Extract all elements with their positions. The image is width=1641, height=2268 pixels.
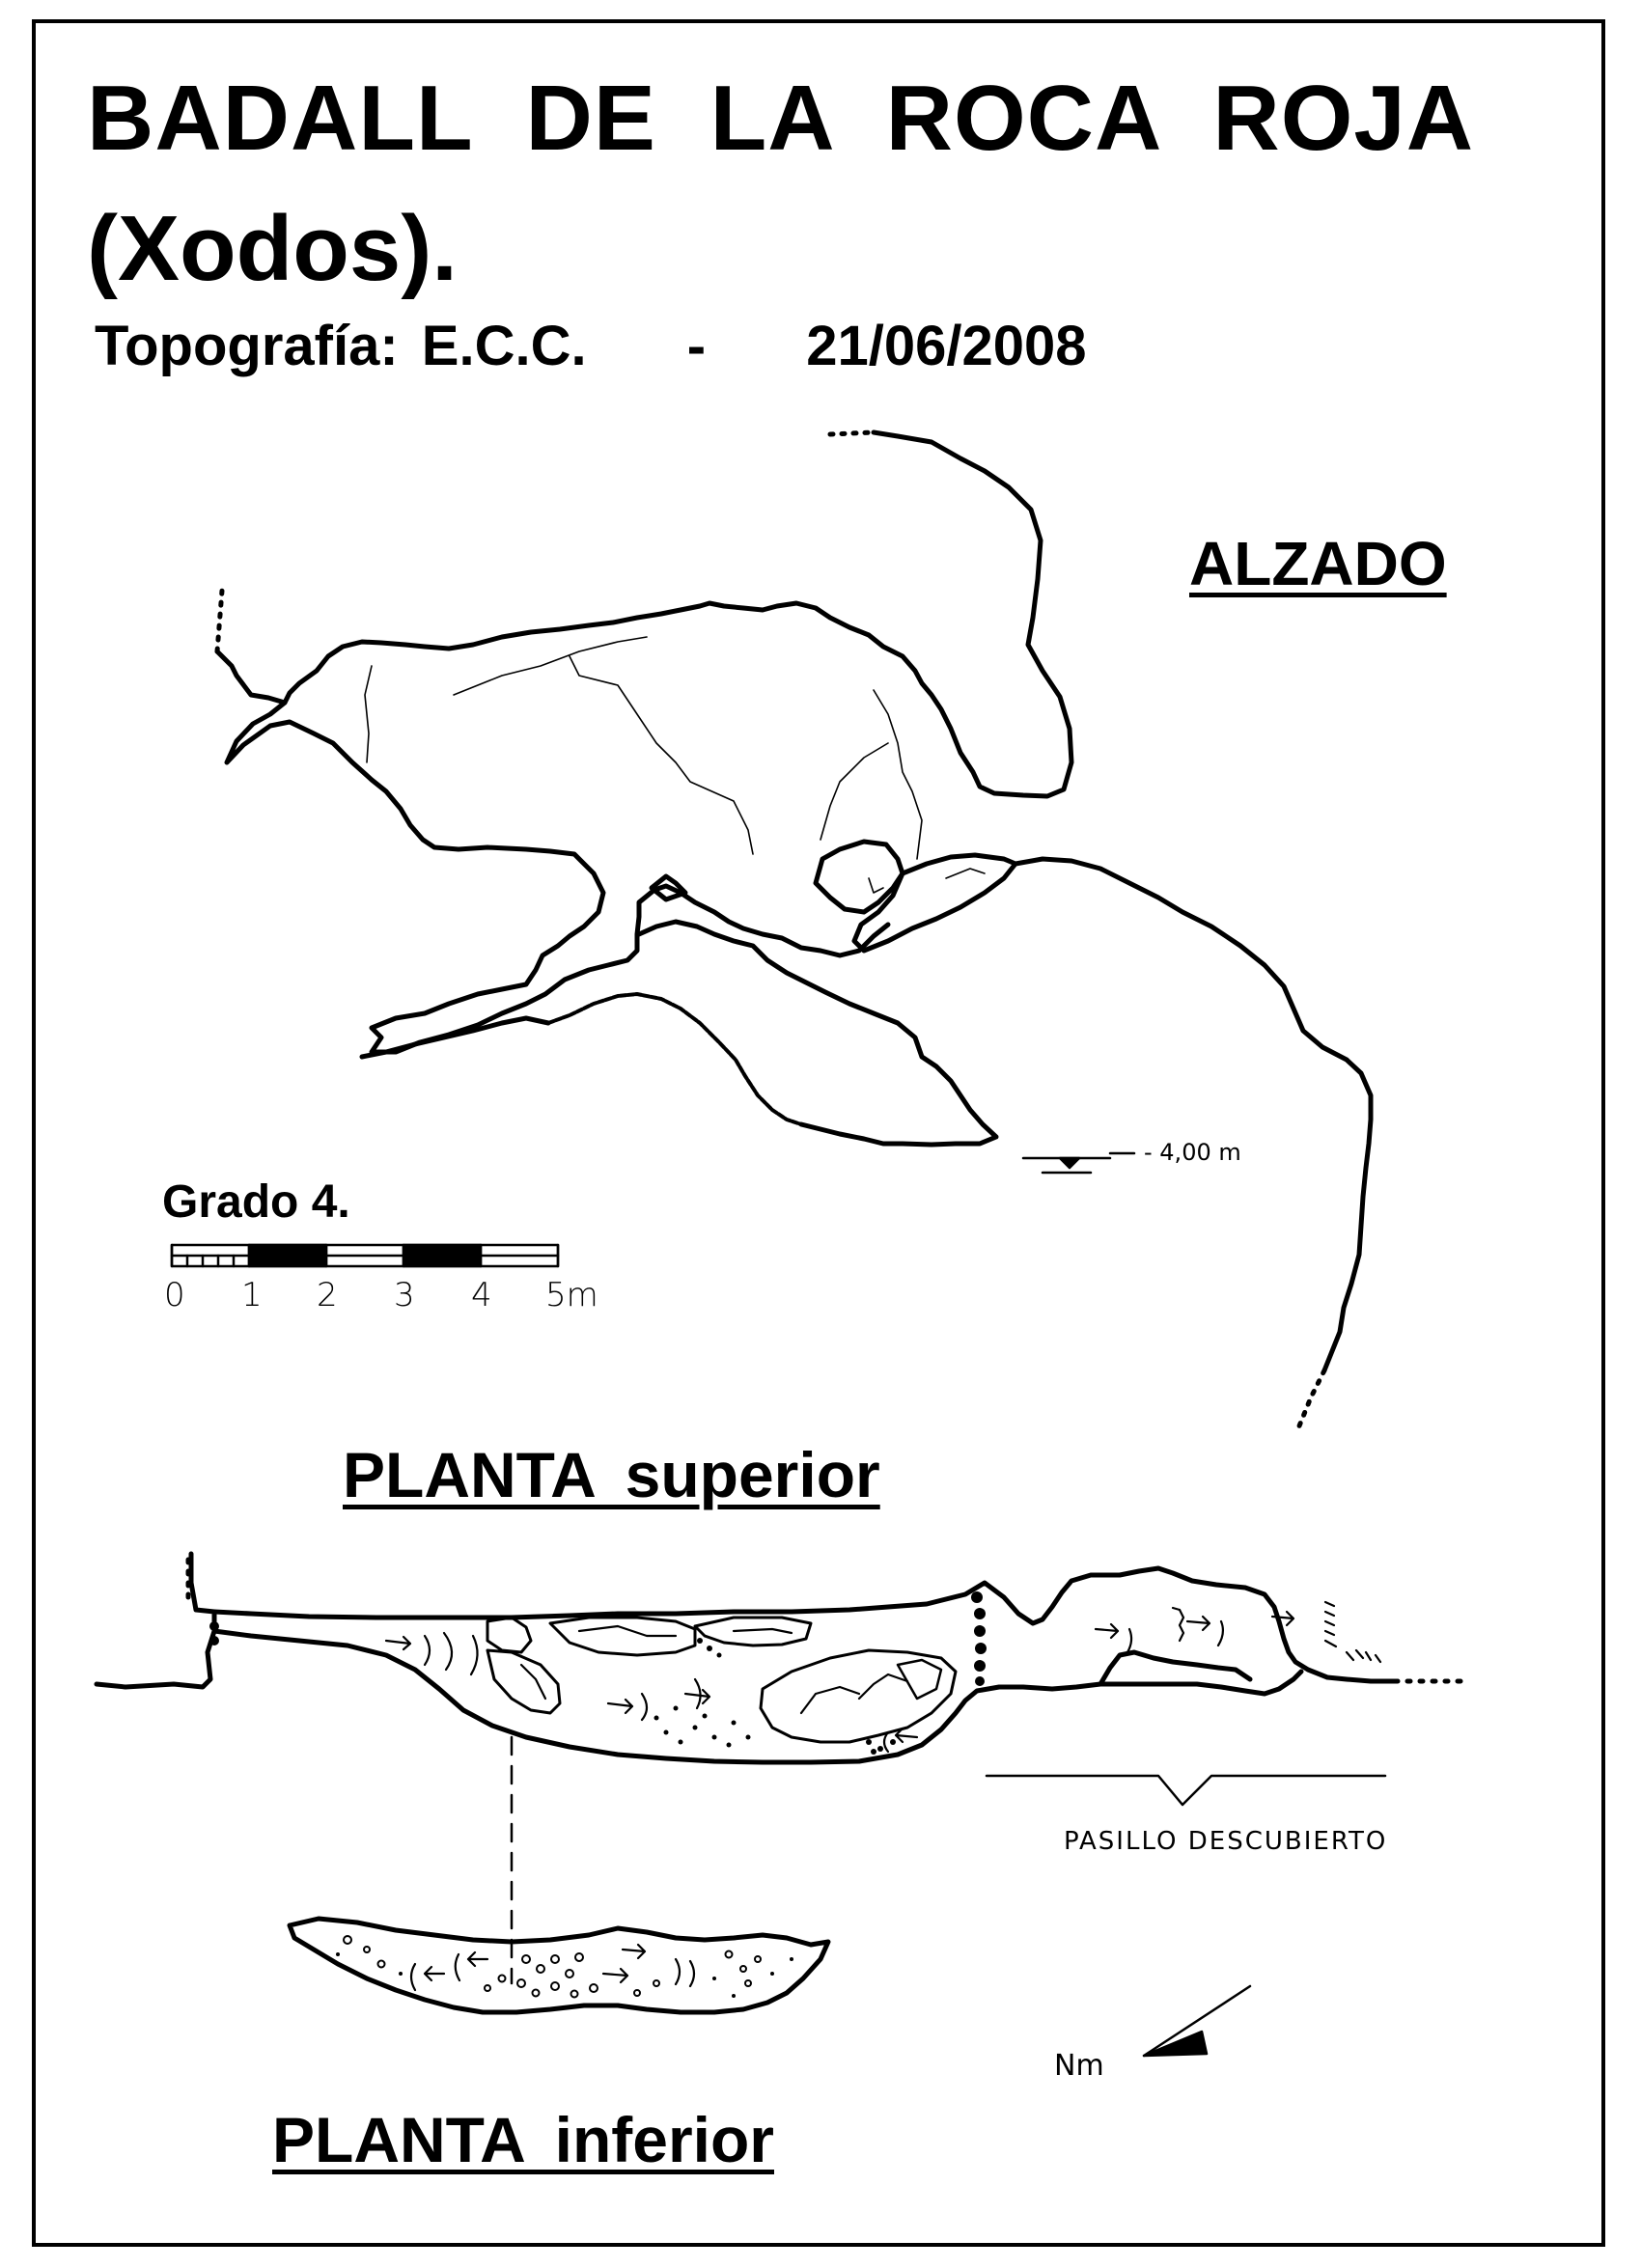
flow-arrow [603, 1969, 627, 1982]
scale-tick-label: 2 [317, 1276, 338, 1314]
upper-plan-block-1 [487, 1618, 531, 1652]
depth-label: - 4,00 m [1144, 1139, 1241, 1166]
upper-plan-left-entry [97, 1554, 214, 1687]
scale-bar [172, 1245, 558, 1266]
section-label-elevation: ALZADO [1189, 529, 1447, 598]
upper-plan-block-2 [487, 1650, 560, 1713]
elevation-outer-dots-left [217, 591, 222, 651]
upper-plan-block-5 [761, 1650, 956, 1742]
scale-tick-label: 4 [471, 1276, 492, 1314]
scale-tick-label: 3 [394, 1276, 415, 1314]
elevation-lower-chamber [639, 922, 996, 1145]
lower-plan [290, 1919, 828, 2012]
location-subtitle: (Xodos). [87, 197, 458, 300]
elevation-right-wall [1015, 859, 1371, 1370]
elevation-left-wall [227, 703, 888, 1052]
survey-team: E.C.C. [421, 315, 587, 377]
north-label: Nm [1054, 2049, 1104, 2083]
page-title: BADALL DE LA ROCA ROJA [87, 67, 1475, 170]
north-arrow [1144, 1986, 1250, 2056]
elevation-outer-wall [217, 432, 1071, 796]
scale-tick-label: 1 [241, 1276, 263, 1314]
flow-arrow [1187, 1617, 1210, 1630]
corridor-marker [987, 1776, 1385, 1805]
elevation-rubble-wall [548, 994, 801, 1124]
elevation-ledge [362, 1018, 548, 1057]
flow-arrow [685, 1690, 709, 1703]
section-label-lower-plan: PLANTA inferior [272, 2104, 774, 2175]
survey-date: 21/06/2008 [806, 315, 1087, 377]
upper-plan-block-4 [695, 1618, 811, 1646]
survey-label: Topografía: [95, 315, 399, 377]
flow-arrow [623, 1945, 645, 1958]
corridor-label: PASILLO DESCUBIERTO [1064, 1827, 1388, 1856]
lower-plan-rubble [344, 1936, 761, 1998]
upper-plan-details [386, 1602, 1380, 1752]
depth-marker [1023, 1153, 1134, 1173]
section-label-upper-plan: PLANTA superior [343, 1439, 880, 1510]
upper-plan-bottom-wall [214, 1631, 1301, 1762]
upper-plan-corridor-right [1100, 1652, 1250, 1684]
grade-label: Grado 4. [162, 1176, 350, 1228]
flow-arrow [1096, 1624, 1118, 1638]
elevation-outer-dots [830, 432, 874, 434]
scale-tick-label: 0 [164, 1276, 185, 1314]
flow-arrow [386, 1637, 410, 1649]
elevation-profile [217, 432, 1371, 1428]
flow-arrow [468, 1952, 487, 1966]
lower-plan-outline [290, 1919, 828, 2012]
survey-separator: - [686, 315, 707, 377]
elevation-right-dots [1298, 1370, 1324, 1428]
flow-arrow [425, 1967, 444, 1980]
upper-plan [97, 1554, 1467, 1762]
upper-plan-top-wall [214, 1568, 1395, 1681]
scale-tick-label: 5m [545, 1276, 598, 1314]
flow-arrow [608, 1700, 632, 1713]
